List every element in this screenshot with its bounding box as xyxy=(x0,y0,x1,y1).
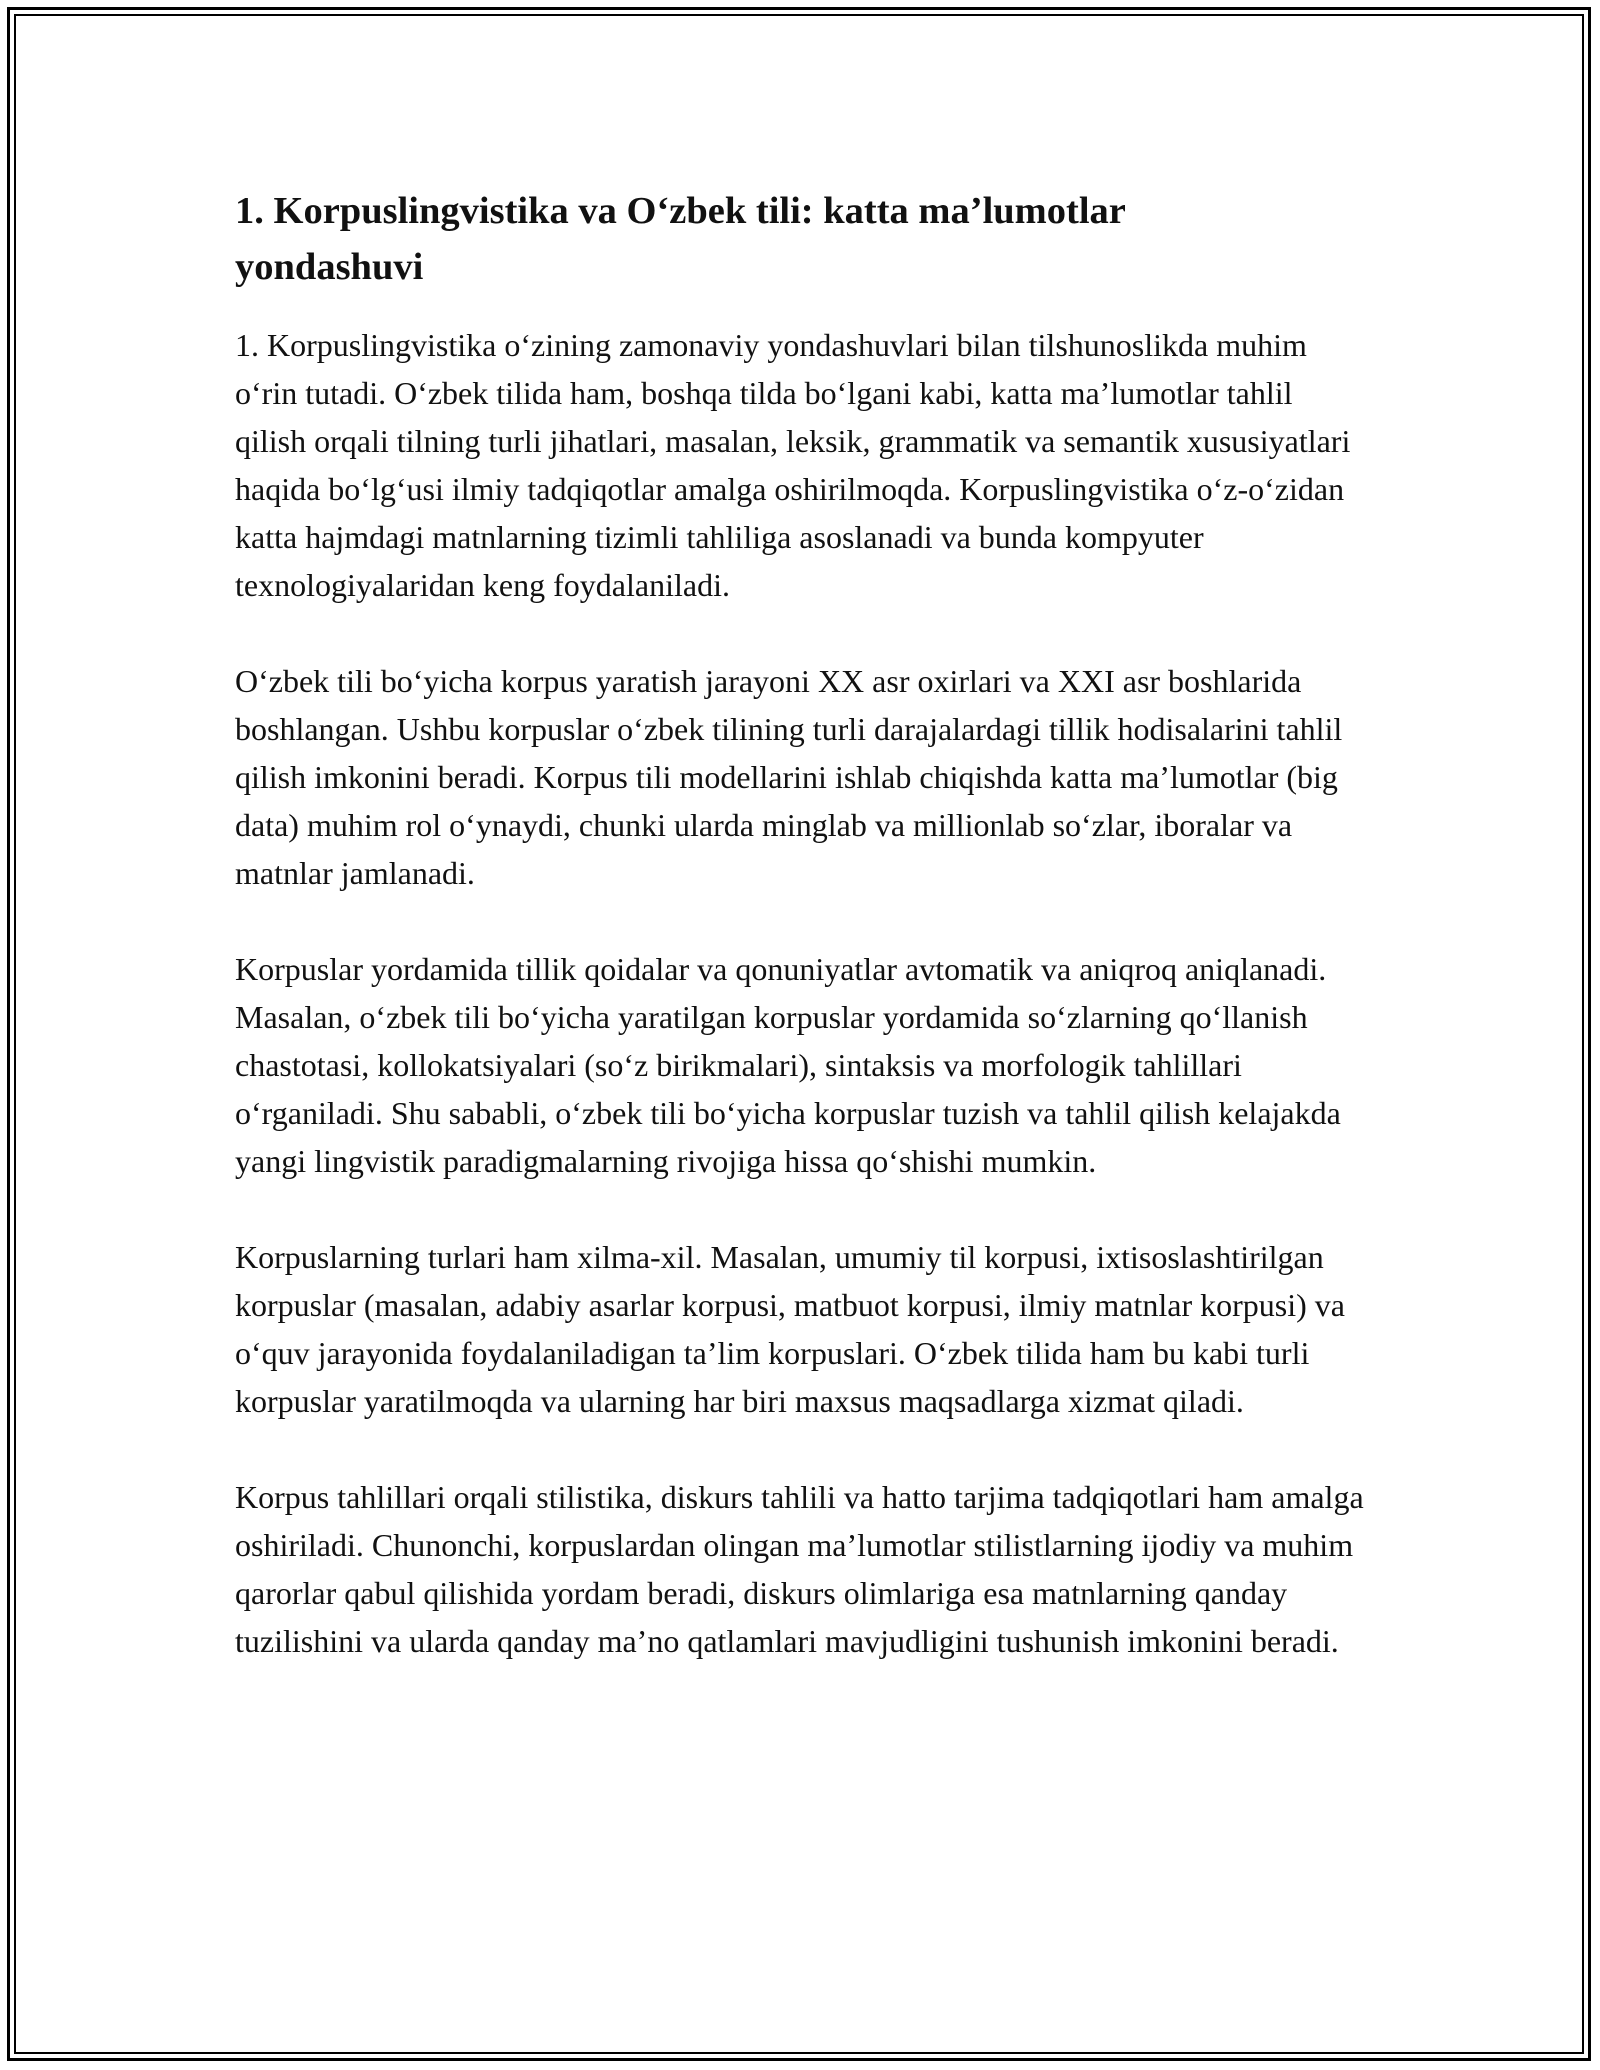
paragraph-1: 1. Korpuslingvistika o‘zining zamonaviy yondashuvlari bilan tilshunoslikda muhim o‘rin tutadi. O‘zbek tilida ham, boshqa tilda bo‘lgani kabi, katta ma’lumotlar tahlil qilish orqali tilning turli jihatlari, masalan, leksik, grammatik va semantik xususiyatlari haqida bo‘lg‘usi ilmiy tadqiqotlar amalga oshirilmoqda. Korpuslingvistika o‘z-o‘zidan katta hajmdagi matnlarning tizimli tahliliga asoslanadi va bunda kompyuter texnologiyalaridan keng foydalaniladi. xyxy=(235,327,1351,603)
paragraph-3: Korpuslar yordamida tillik qoidalar va qonuniyatlar avtomatik va aniqroq aniqlanadi. Masalan, o‘zbek tili bo‘yicha yaratilgan korpuslar yordamida so‘zlarning qo‘llanish chastotasi, kollokatsiyalari (so‘z birikmalari), sintaksis va morfologik tahlillari o‘rganiladi. Shu sababli, o‘zbek tili bo‘yicha korpuslar tuzish va tahlil qilish kelajakda yangi lingvistik paradigmalarning rivojiga hissa qo‘shishi mumkin. xyxy=(235,951,1341,1179)
document-title: 1. Korpuslingvistika va O‘zbek tili: katta ma’lumotlar yondashuvi xyxy=(235,190,1126,288)
paragraph-5: Korpus tahlillari orqali stilistika, diskurs tahlili va hatto tarjima tadqiqotlari ham amalga oshiriladi. Chunonchi, korpuslardan olingan ma’lumotlar stilistlarning ijodiy va muhim qarorlar qabul qilishida yordam beradi, diskurs olimlariga esa matnlarning qanday tuzilishini va ularda qanday ma’no qatlamlari mavjudligini tushunish imkonini beradi. xyxy=(235,1479,1364,1659)
document-body xyxy=(235,183,1365,1713)
paragraph-2: O‘zbek tili bo‘yicha korpus yaratish jarayoni XX asr oxirlari va XXI asr boshlarida boshlangan. Ushbu korpuslar o‘zbek tilining turli darajalardagi tillik hodisalarini tahlil qilish imkonini beradi. Korpus tili modellarini ishlab chiqishda katta ma’lumotlar (big data) muhim rol o‘ynaydi, chunki ularda minglab va millionlab so‘zlar, iboralar va matnlar jamlanadi. xyxy=(235,663,1343,891)
paragraph-4: Korpuslarning turlari ham xilma-xil. Masalan, umumiy til korpusi, ixtisoslashtirilgan korpuslar (masalan, adabiy asarlar korpusi, matbuot korpusi, ilmiy matnlar korpusi) va o‘quv jarayonida foydalaniladigan ta’lim korpuslari. O‘zbek tilida ham bu kabi turli korpuslar yaratilmoqda va ularning har biri maxsus maqsadlarga xizmat qiladi. xyxy=(235,1239,1345,1419)
